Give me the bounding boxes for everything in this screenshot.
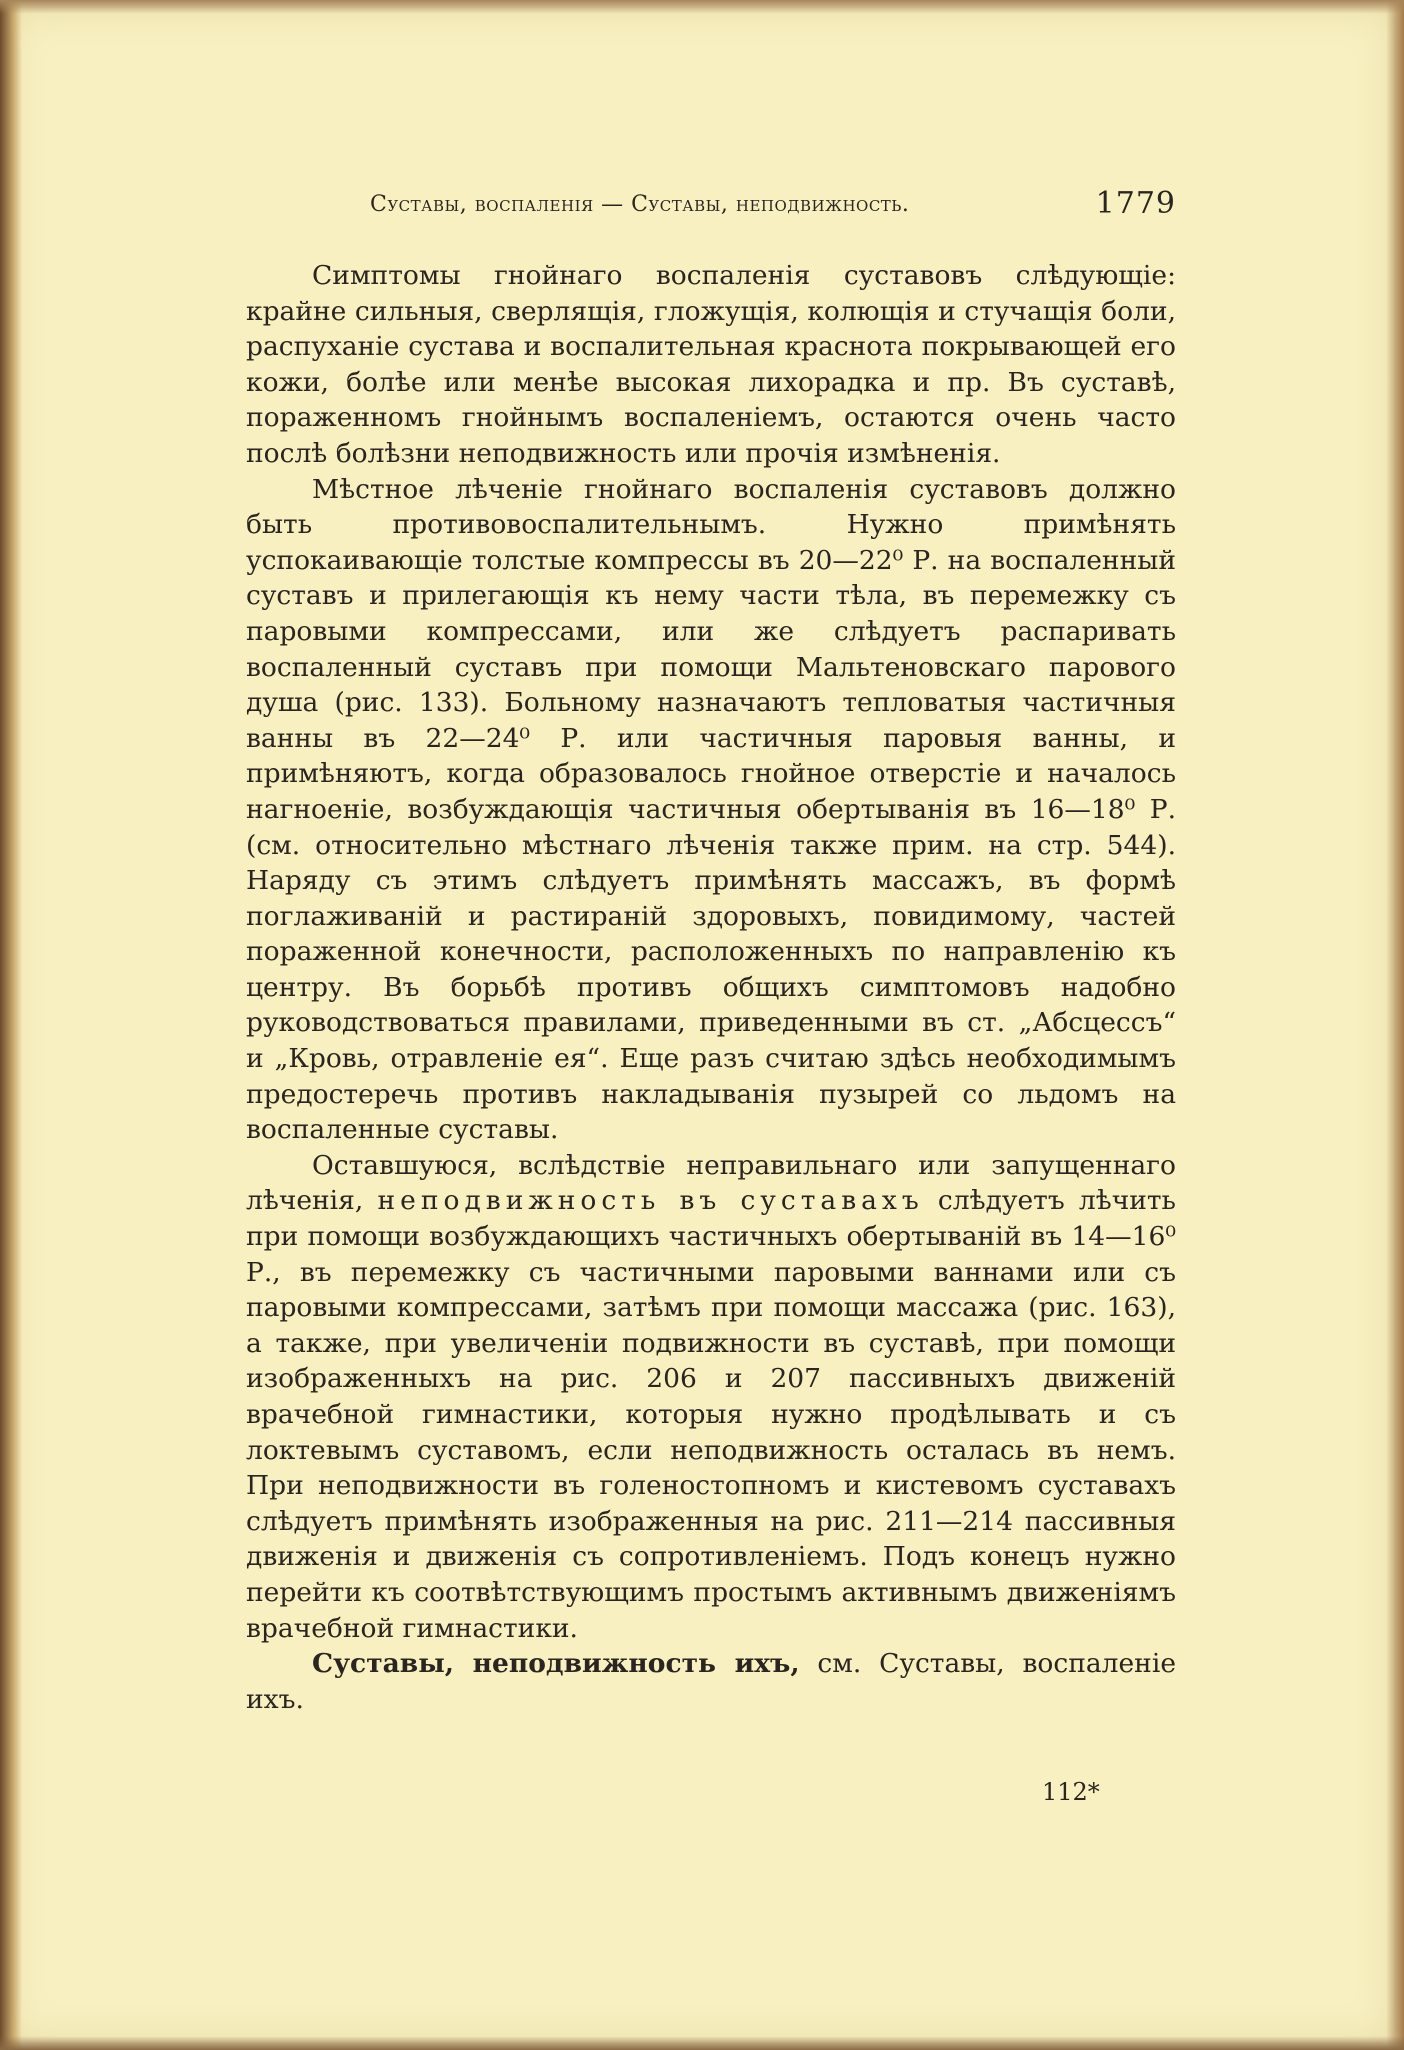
body-text <box>246 258 1176 1717</box>
page-edge-bottom <box>0 2036 1404 2050</box>
paragraph-immobility-end: слѣдуетъ лѣчить при помощи возбуждающихъ частичныхъ обертываній въ 14—16⁰ Р., въ перемежку съ частичными паровыми ваннами или съ паровыми компрессами, затѣмъ при помощи массажа (рис. 163), а также, при увеличеніи подвижности въ суставѣ, при помощи изображенныхъ на рис. 206 и 207 пассивныхъ движеній врачебной гимнастики, которыя нужно продѣлывать и съ локтевымъ суставомъ, если неподвижность осталась въ немъ. При неподвижности въ голеностопномъ и кистевомъ суставахъ слѣдуетъ примѣнять изображенныя на рис. 211—214 пассивныя движенія и движенія съ сопротивленіемъ. Подъ конецъ нужно перейти къ соотвѣтствующимъ простымъ активнымъ движеніямъ врачебной гимнастики. <box>246 1185 1176 1644</box>
paragraph-immobility <box>246 1148 1176 1646</box>
paragraph-local-treatment: Мѣстное лѣченіе гнойнаго воспаленія суставовъ должно быть противовоспалительнымъ. Нужно примѣнять успокаивающіе толстые компрессы въ 20—22⁰ Р. на воспаленный суставъ и прилегающія къ нему части тѣла, въ перемежку съ паровыми компрессами, или же слѣдуетъ распаривать воспаленный суставъ при помощи Мальтеновскаго парового душа (рис. 133). Больному назначаютъ тепловатыя частичныя ванны въ 22—24⁰ Р. или частичныя паровыя ванны, и примѣняютъ, когда образовалось гнойное отверстіе и началось нагноеніе, возбуждающія частичныя обертыванія въ 16—18⁰ Р. (см. относительно мѣстнаго лѣченія также прим. на стр. 544). Наряду съ этимъ слѣдуетъ примѣнять массажъ, въ формѣ поглаживаній и растираній здоровыхъ, повидимому, частей пораженной конечности, расположенныхъ по направленію къ центру. Въ борьбѣ противъ общихъ симптомовъ надобно руководствоваться правилами, приведенными въ ст. „Абсцессъ“ и „Кровь, отравленіе ея“. Еще разъ считаю здѣсь необходимымъ предостеречь противъ накладыванія пузырей со льдомъ на воспаленные суставы. <box>246 473 1176 1146</box>
paragraph-immobility-start: Оставшуюся, вслѣдствіе неправильнаго или запущеннаго лѣченія, <box>246 1149 1176 1217</box>
page-edge-right <box>1386 0 1404 2050</box>
paragraph-symptoms: Симптомы гнойнаго воспаленія суставовъ слѣдующіе: крайне сильныя, сверлящія, гложущія, колющія и стучащія боли, распуханіе сустава и воспалительная краснота покрывающей его кожи, болѣе или менѣе высокая лихорадка и пр. Въ суставѣ, пораженномъ гнойнымъ воспаленіемъ, остаются очень часто послѣ болѣзни неподвижность или прочія измѣненія. <box>246 260 1176 469</box>
spaced-emphasis: неподвижность въ суставахъ <box>377 1185 924 1217</box>
page-edge-left <box>0 0 22 2050</box>
page-edge-top <box>0 0 1404 14</box>
entry-heading: Суставы, неподвижность ихъ, <box>312 1648 800 1680</box>
running-title: Суставы, воспаленія — Суставы, неподвижность. <box>370 192 910 217</box>
entry-cross-reference: см. Суставы, воспаленіе ихъ. <box>246 1648 1177 1715</box>
dictionary-entry <box>246 1646 1176 1717</box>
page-header <box>370 186 1176 226</box>
page-number: 1779 <box>1095 186 1176 221</box>
signature-mark: 112* <box>1042 1778 1100 1806</box>
